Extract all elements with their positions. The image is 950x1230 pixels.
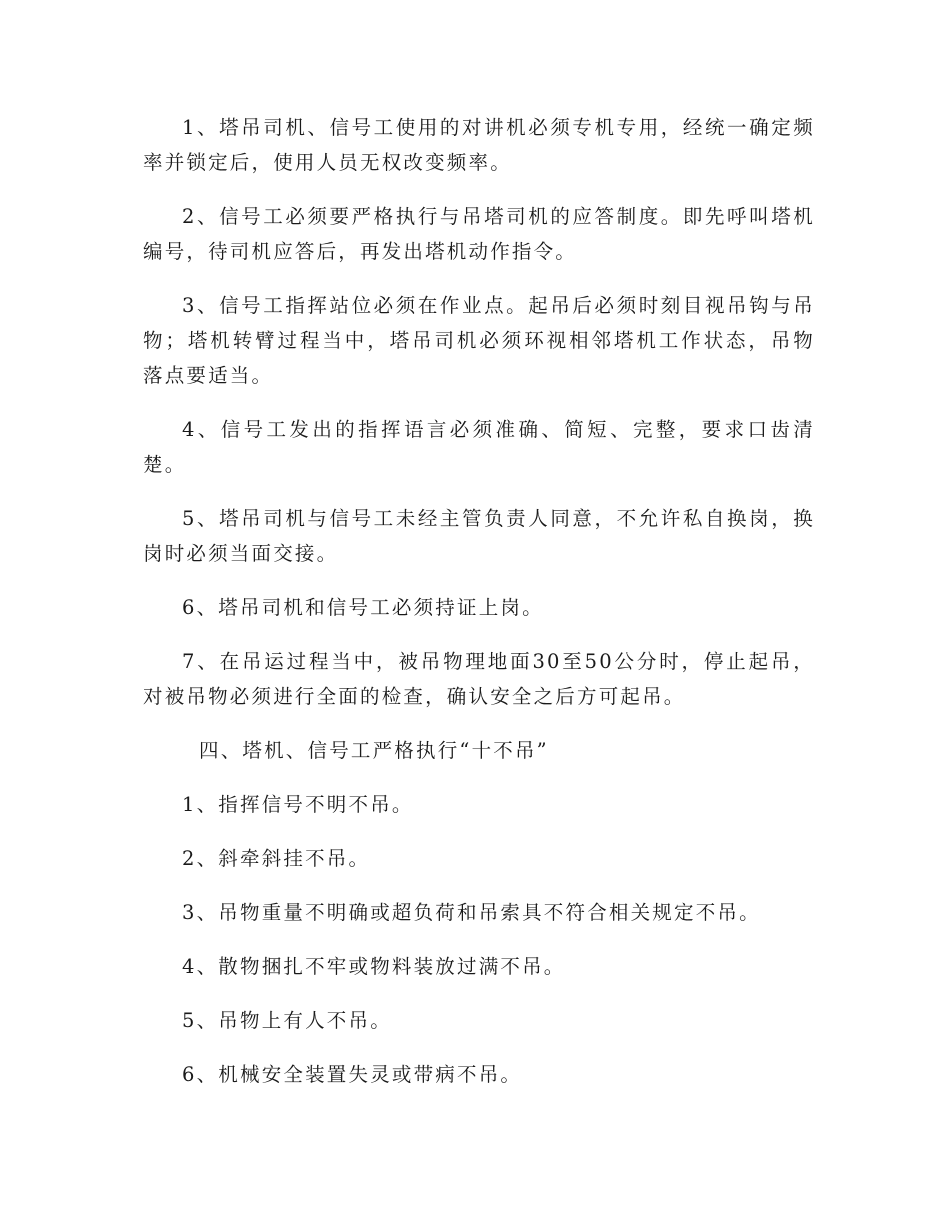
list-item: 6、机械安全装置失灵或带病不吊。 — [182, 1063, 523, 1086]
list-item: 5、吊物上有人不吊。 — [182, 1009, 392, 1032]
paragraph-rule-7: 7、在吊运过程当中，被吊物理地面30至50公分时，停止起吊，对被吊物必须进行全面的检查，确认安全之后方可起吊。 — [143, 650, 815, 708]
paragraph-rule-2: 2、信号工必须要严格执行与吊塔司机的应答制度。即先呼叫塔机编号，待司机应答后，再发出塔机动作指令。 — [143, 205, 815, 263]
list-item: 1、指挥信号不明不吊。 — [182, 793, 414, 816]
list-item: 4、散物捆扎不牢或物料装放过满不吊。 — [182, 955, 566, 978]
section-heading: 四、塔机、信号工严格执行“十不吊” — [199, 739, 549, 762]
list-item: 3、吊物重量不明确或超负荷和吊索具不符合相关规定不吊。 — [182, 901, 761, 924]
paragraph-rule-5: 5、塔吊司机与信号工未经主管负责人同意，不允许私自换岗，换岗时必须当面交接。 — [143, 507, 815, 565]
list-item: 2、斜牵斜挂不吊。 — [182, 847, 371, 870]
paragraph-rule-3: 3、信号工指挥站位必须在作业点。起吊后必须时刻目视吊钩与吊物；塔机转臂过程当中，塔吊司机必须环视相邻塔机工作状态，吊物落点要适当。 — [143, 294, 815, 387]
paragraph-rule-1: 1、塔吊司机、信号工使用的对讲机必须专机专用，经统一确定频率并锁定后，使用人员无权改变频率。 — [143, 116, 815, 174]
paragraph-rule-4: 4、信号工发出的指挥语言必须准确、简短、完整，要求口齿清楚。 — [143, 418, 815, 476]
paragraph-rule-6: 6、塔吊司机和信号工必须持证上岗。 — [182, 596, 544, 619]
document-body — [143, 110, 815, 1111]
